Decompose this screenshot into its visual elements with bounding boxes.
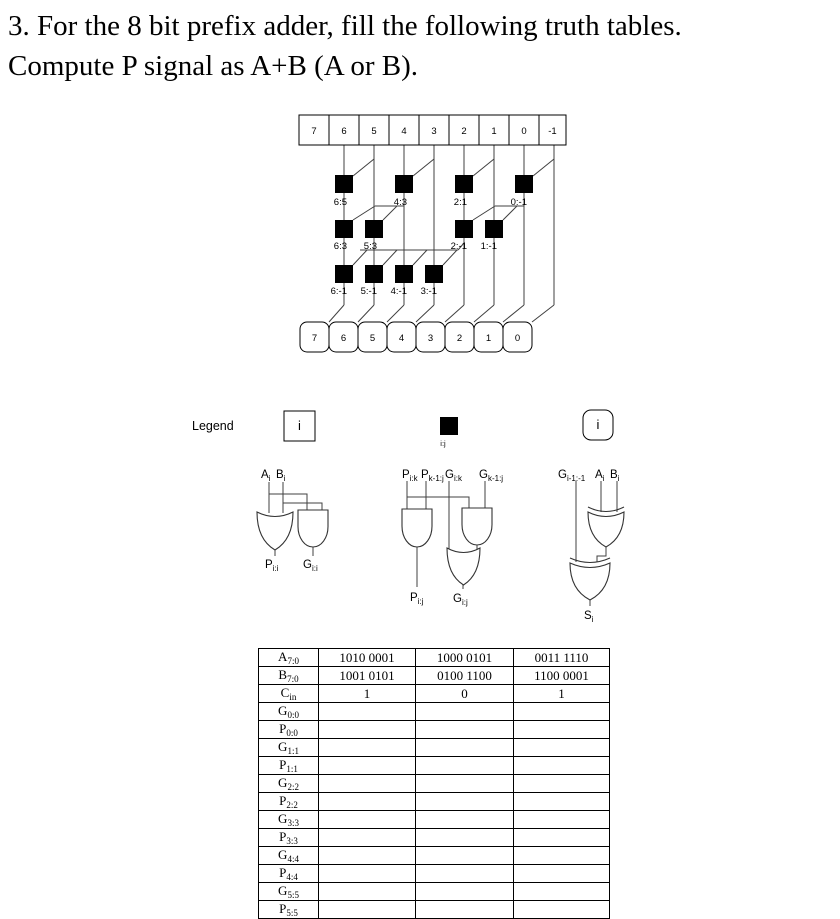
value-cell xyxy=(514,721,610,739)
table-row xyxy=(259,667,610,685)
tree-output-box-label: 3 xyxy=(427,333,434,344)
tree-output-box-label: 5 xyxy=(369,333,376,344)
table-row xyxy=(259,829,610,847)
tree-input-box-label: -1 xyxy=(548,126,557,137)
tree-node-label: 5:-1 xyxy=(360,286,377,297)
tree-node-label: 4:3 xyxy=(393,197,407,208)
tree-input-box-label: 1 xyxy=(491,126,497,137)
xor-gate-ab-curve xyxy=(588,507,624,512)
value-cell xyxy=(514,865,610,883)
row-label-base: C xyxy=(280,685,290,700)
row-label-sub: 3:3 xyxy=(287,818,299,828)
and-gate-p xyxy=(402,509,432,547)
row-label-sub: 3:3 xyxy=(286,836,298,846)
value-cell xyxy=(514,739,610,757)
table-row xyxy=(259,811,610,829)
row-label-base: P xyxy=(279,901,287,916)
tree-diagonal-wire xyxy=(532,305,554,322)
row-label xyxy=(259,883,319,901)
row-label-base: G xyxy=(278,775,288,790)
table-row xyxy=(259,649,610,667)
table-row xyxy=(259,793,610,811)
value-cell xyxy=(416,775,514,793)
tree-output-box-label: 1 xyxy=(485,333,492,344)
value-cell xyxy=(416,847,514,865)
tree-input-box-label: 6 xyxy=(341,126,347,137)
row-label xyxy=(259,829,319,847)
or-gate-p xyxy=(257,512,293,550)
value-cell xyxy=(514,703,610,721)
row-label xyxy=(259,703,319,721)
row-label xyxy=(259,847,319,865)
tree-node-label: 2:1 xyxy=(453,197,467,208)
truth-table-body xyxy=(259,649,610,919)
value-cell: 1100 0001 xyxy=(514,667,610,685)
row-label-base: G xyxy=(278,739,288,754)
row-label-sub: 5:5 xyxy=(286,908,298,918)
value-cell xyxy=(319,829,416,847)
value-cell xyxy=(514,829,610,847)
legend-input-label: $P_{i:k}$ xyxy=(402,469,418,483)
row-label-sub: 5:5 xyxy=(287,890,299,900)
tree-output-box-label: 6 xyxy=(340,333,347,344)
tree-input-box-label: 3 xyxy=(431,126,437,137)
value-cell xyxy=(514,757,610,775)
tree-node-label: 6:5 xyxy=(333,197,347,208)
tree-diagonal-wire xyxy=(383,250,397,265)
table-row xyxy=(259,739,610,757)
value-cell xyxy=(416,883,514,901)
wire xyxy=(407,497,469,508)
value-cell: 1000 0101 xyxy=(416,649,514,667)
tree-diagonal-wire xyxy=(473,206,495,220)
tree-diagonal-wire xyxy=(503,305,524,322)
row-label xyxy=(259,721,319,739)
tree-node-6--1 xyxy=(335,265,353,283)
tree-output-box-label: 2 xyxy=(456,333,463,344)
value-cell: 0 xyxy=(416,685,514,703)
tree-output-box-label: 7 xyxy=(311,333,318,344)
legend-output-label: $P_{i:i}$ xyxy=(265,559,279,573)
row-label xyxy=(259,811,319,829)
tree-node-label: 2:-1 xyxy=(450,241,467,252)
row-label-sub: 4:4 xyxy=(286,872,298,882)
table-row xyxy=(259,901,610,919)
and-gate-pg xyxy=(462,508,492,545)
value-cell: 1 xyxy=(319,685,416,703)
xor-gate-sum xyxy=(570,563,610,600)
row-label-base: P xyxy=(279,865,287,880)
tree-node-label: 1:-1 xyxy=(480,241,497,252)
row-label xyxy=(259,865,319,883)
tree-diagonal-wire xyxy=(533,159,554,176)
value-cell xyxy=(319,793,416,811)
tree-diagonal-wire xyxy=(383,206,397,220)
row-label-base: G xyxy=(278,703,288,718)
row-label-base: P xyxy=(279,757,287,772)
value-cell xyxy=(514,775,610,793)
tree-node-label: 0:-1 xyxy=(510,197,527,208)
value-cell xyxy=(416,757,514,775)
legend-heading: Legend xyxy=(192,419,234,433)
value-cell xyxy=(514,901,610,919)
problem-statement-line2: Compute P signal as A+B (A or B). xyxy=(8,50,419,82)
table-row xyxy=(259,685,610,703)
legend-input-label: $G_{i-1:-1}$ xyxy=(558,469,586,483)
tree-node-label: 6:-1 xyxy=(330,286,347,297)
row-label-sub: 0:0 xyxy=(286,728,298,738)
row-label-base: A xyxy=(278,649,288,664)
legend-input-label: $B_i$ xyxy=(610,469,620,483)
value-cell xyxy=(319,883,416,901)
value-cell xyxy=(416,811,514,829)
tree-diagonal-wire xyxy=(503,206,517,220)
legend-rounded-symbol-label: i xyxy=(596,417,600,432)
value-cell xyxy=(416,721,514,739)
table-row xyxy=(259,775,610,793)
row-label-sub: 2:2 xyxy=(286,800,298,810)
legend-output-label: $P_{i:j}$ xyxy=(410,592,424,606)
table-row xyxy=(259,757,610,775)
tree-node-4-3 xyxy=(395,175,413,193)
truth-table xyxy=(258,648,610,919)
value-cell: 1 xyxy=(514,685,610,703)
tree-input-box-label: 4 xyxy=(401,126,407,137)
value-cell xyxy=(416,793,514,811)
row-label-sub: 1:1 xyxy=(286,764,298,774)
tree-diagonal-wire xyxy=(353,206,375,220)
tree-diagonal-wire xyxy=(413,159,434,176)
legend-output-label: $G_{i:i}$ xyxy=(303,559,318,573)
tree-diagonal-wire xyxy=(353,250,367,265)
tree-input-box-label: 7 xyxy=(311,126,317,137)
tree-node-2--1 xyxy=(455,220,473,238)
tree-input-box-label: 2 xyxy=(461,126,467,137)
row-label-sub: 2:2 xyxy=(287,782,299,792)
value-cell xyxy=(416,865,514,883)
tree-diagonal-wire xyxy=(329,305,344,322)
value-cell xyxy=(416,739,514,757)
value-cell xyxy=(319,901,416,919)
tree-node-3--1 xyxy=(425,265,443,283)
tree-node-label: 3:-1 xyxy=(420,286,437,297)
value-cell xyxy=(319,775,416,793)
tree-output-box-label: 0 xyxy=(514,333,521,344)
row-label xyxy=(259,793,319,811)
legend-output-label: $G_{i:j}$ xyxy=(453,593,468,607)
tree-diagonal-wire xyxy=(387,305,404,322)
tree-node-label: 6:3 xyxy=(333,241,347,252)
row-label-sub: 0:0 xyxy=(287,710,299,720)
legend-black-square-symbol xyxy=(440,417,458,435)
value-cell: 1001 0101 xyxy=(319,667,416,685)
legend-input-label: $A_i$ xyxy=(595,469,605,483)
legend-output-label: $S_i$ xyxy=(584,610,594,624)
xor-gate-ab xyxy=(588,512,624,547)
table-row xyxy=(259,883,610,901)
table-row xyxy=(259,865,610,883)
row-label xyxy=(259,667,319,685)
tree-node-label: 5:3 xyxy=(363,241,377,252)
tree-diagonal-wire xyxy=(474,305,494,322)
value-cell xyxy=(319,865,416,883)
value-cell xyxy=(416,901,514,919)
value-cell xyxy=(514,793,610,811)
tree-diagonal-wire xyxy=(358,305,374,322)
legend-input-label: $A_i$ xyxy=(261,469,271,483)
value-cell xyxy=(319,811,416,829)
wire xyxy=(283,503,322,510)
legend-input-label: $G_{k-1:j}$ xyxy=(479,469,504,483)
legend-input-label: $B_i$ xyxy=(276,469,286,483)
tree-node-6-3 xyxy=(335,220,353,238)
tree-node-5-3 xyxy=(365,220,383,238)
tree-node-label: 4:-1 xyxy=(390,286,407,297)
row-label-base: G xyxy=(278,883,288,898)
value-cell: 1010 0001 xyxy=(319,649,416,667)
row-label-sub: 4:4 xyxy=(287,854,299,864)
row-label-base: G xyxy=(278,811,288,826)
row-label-sub: 7:0 xyxy=(287,674,299,684)
legend-input-label: $G_{i:k}$ xyxy=(445,469,462,483)
value-cell xyxy=(514,811,610,829)
row-label xyxy=(259,757,319,775)
value-cell: 0100 1100 xyxy=(416,667,514,685)
row-label-base: P xyxy=(279,829,287,844)
row-label-base: P xyxy=(279,721,287,736)
tree-diagonal-wire xyxy=(413,250,427,265)
row-label-base: G xyxy=(278,847,288,862)
value-cell xyxy=(319,757,416,775)
value-cell xyxy=(319,703,416,721)
tree-diagonal-wire xyxy=(443,250,457,265)
tree-node-5--1 xyxy=(365,265,383,283)
tree-node-0--1 xyxy=(515,175,533,193)
legend-black-square-symbol-label: i:j xyxy=(440,439,446,448)
tree-node-1--1 xyxy=(485,220,503,238)
row-label-sub: 1:1 xyxy=(287,746,299,756)
table-row xyxy=(259,847,610,865)
tree-diagonal-wire xyxy=(416,305,434,322)
tree-diagonal-wire xyxy=(445,305,464,322)
problem-statement-line1: 3. For the 8 bit prefix adder, fill the following truth tables. xyxy=(8,10,682,42)
row-label xyxy=(259,649,319,667)
tree-diagonal-wire xyxy=(353,159,374,176)
and-gate-g xyxy=(298,510,328,547)
row-label xyxy=(259,901,319,919)
tree-node-6-5 xyxy=(335,175,353,193)
row-label xyxy=(259,775,319,793)
row-label-base: B xyxy=(278,667,288,682)
row-label xyxy=(259,685,319,703)
row-label-sub: in xyxy=(289,692,297,702)
table-row xyxy=(259,721,610,739)
tree-output-box-label: 4 xyxy=(398,333,405,344)
tree-node-4--1 xyxy=(395,265,413,283)
value-cell xyxy=(319,739,416,757)
value-cell xyxy=(416,703,514,721)
tree-input-box-label: 5 xyxy=(371,126,377,137)
tree-node-2-1 xyxy=(455,175,473,193)
value-cell xyxy=(514,883,610,901)
value-cell: 0011 1110 xyxy=(514,649,610,667)
prefix-adder-diagram xyxy=(0,100,840,645)
or-gate-g xyxy=(447,548,480,585)
value-cell xyxy=(319,721,416,739)
wire xyxy=(269,494,307,510)
row-label-sub: 7:0 xyxy=(287,656,299,666)
value-cell xyxy=(514,847,610,865)
table-row xyxy=(259,703,610,721)
value-cell xyxy=(319,847,416,865)
row-label xyxy=(259,739,319,757)
legend-input-label: $P_{k-1:j}$ xyxy=(421,469,444,483)
value-cell xyxy=(416,829,514,847)
tree-input-box-label: 0 xyxy=(521,126,527,137)
tree-diagonal-wire xyxy=(473,159,494,176)
legend-square-symbol-label: i xyxy=(298,418,301,433)
row-label-base: P xyxy=(279,793,287,808)
problem-statement xyxy=(8,6,840,86)
